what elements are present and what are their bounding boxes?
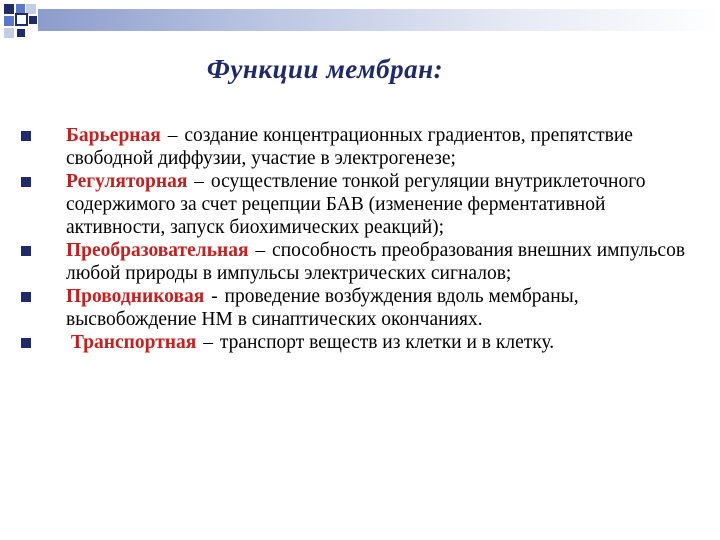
- decor-square-navy: [4, 4, 14, 14]
- item-text: проведение возбуждения вдоль мембраны, высвобождение НМ в синаптических окончаниях.: [66, 286, 579, 330]
- item-term: Барьерная: [66, 125, 161, 146]
- decor-square-navy-2: [29, 16, 37, 24]
- item-separator: –: [194, 171, 204, 192]
- decor-square-light-2: [4, 28, 14, 38]
- square-bullet-icon: [21, 292, 31, 302]
- item-text: способность преобразования внешних импульсов любой природы в импульсы электрических сигналов;: [66, 240, 686, 284]
- list-item: [18, 239, 708, 285]
- item-term: Регуляторная: [66, 171, 188, 192]
- list-item: [18, 331, 708, 354]
- decor-square-blue-2: [4, 16, 14, 26]
- item-text: создание концентрационных градиентов, препятствие свободной диффузии, участие в электрогенезе;: [66, 125, 633, 169]
- list-item: [18, 124, 708, 170]
- decor-square-outline: [15, 13, 28, 26]
- slide-title: Функции мембран:: [206, 54, 444, 84]
- item-separator: –: [167, 125, 178, 146]
- square-bullet-icon: [21, 177, 31, 187]
- item-term: Транспортная: [70, 332, 197, 353]
- functions-list: [18, 124, 708, 354]
- item-text: осуществление тонкой регуляции внутриклеточного содержимого за счет рецепции БАВ (изменение ферментативной активности, запуск биохимических реакций);: [66, 171, 646, 238]
- item-separator: -: [211, 286, 218, 307]
- item-text: транспорт веществ из клетки и в клетку.: [219, 332, 555, 353]
- list-item: [18, 285, 708, 331]
- header-gradient-bar: [38, 9, 720, 31]
- square-bullet-icon: [21, 246, 31, 256]
- item-separator: –: [203, 332, 213, 353]
- item-separator: –: [255, 240, 266, 261]
- list-item: [18, 170, 708, 239]
- decor-square-blue: [16, 4, 25, 13]
- item-term: Проводниковая: [66, 286, 205, 307]
- decor-square-navy-3: [17, 29, 25, 37]
- square-bullet-icon: [21, 131, 31, 141]
- item-term: Преобразовательная: [66, 240, 249, 261]
- square-bullet-icon: [21, 338, 31, 348]
